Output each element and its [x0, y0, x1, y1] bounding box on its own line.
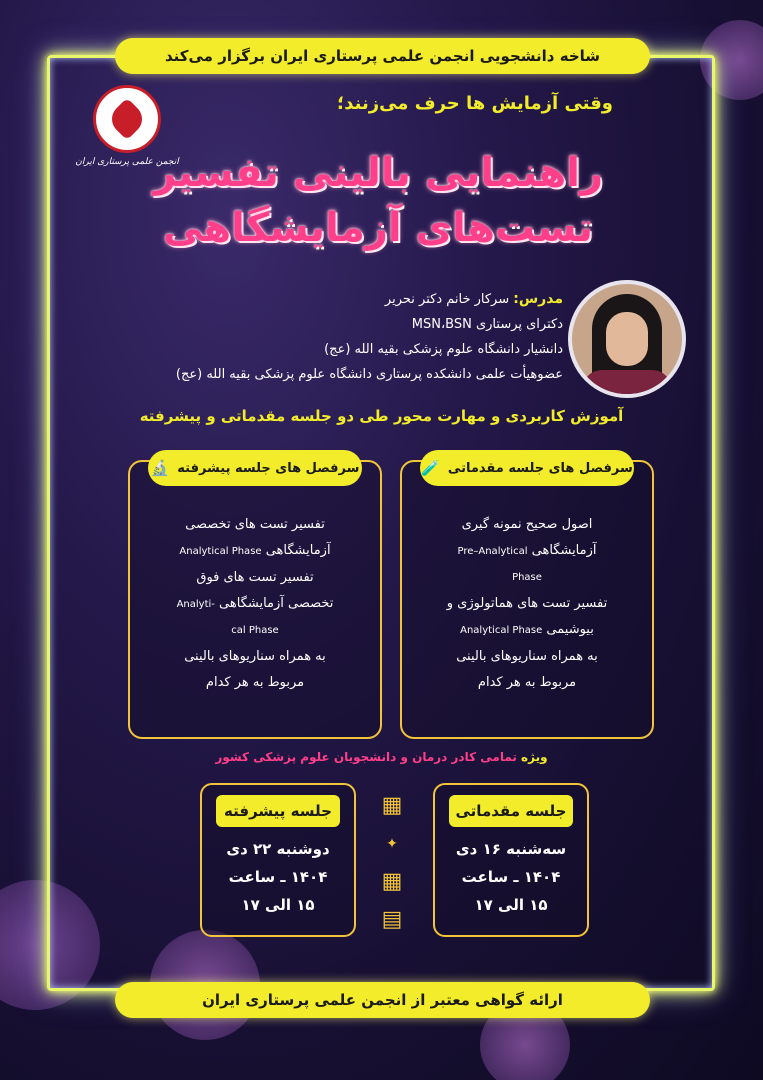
instructor-degree: دکترای پرستاری MSN،BSN	[411, 317, 563, 332]
photo-shirt	[582, 370, 672, 398]
title-line-2: تست‌های آزمایشگاهی	[162, 205, 593, 251]
topic-line: تفسیر تست های تخصصی	[185, 517, 325, 532]
topic-line: مربوط به هر کدام	[477, 675, 577, 690]
topic-line: cal Phase	[231, 625, 279, 636]
calendar-icon: ▦	[381, 869, 403, 894]
instructor-info	[176, 287, 563, 387]
intro-card-title: سرفصل های جلسه مقدماتی	[447, 460, 633, 476]
advanced-session-box	[200, 783, 356, 937]
topic-line: تفسیر تست های فوق	[196, 570, 314, 585]
session-year: ۱۴۰۴ ـ ساعت	[228, 868, 328, 886]
session-year: ۱۴۰۴ ـ ساعت	[461, 868, 561, 886]
logo-emblem	[93, 85, 161, 153]
session-day: دوشنبه ۲۲ دی	[226, 840, 330, 858]
training-line: آموزش کاربردی و مهارت محور طی دو جلسه مقدماتی و پیشرفته	[139, 407, 624, 425]
instructor-name-row	[176, 287, 563, 312]
audience-highlight: تمامی کادر درمان و دانشجویان علوم پزشکی کشور	[215, 750, 517, 764]
topic-line: تخصصی آزمایشگاهی -Analyti	[176, 596, 334, 611]
intro-session-title: جلسه مقدماتی	[449, 795, 573, 827]
topic-line: مربوط به هر کدام	[205, 675, 305, 690]
intro-session-details	[441, 835, 581, 919]
instructor-position: دانشیار دانشگاه علوم پزشکی بقیه الله (عج)	[324, 342, 563, 357]
advanced-card-title: سرفصل های جلسه پیشرفته	[177, 460, 360, 476]
advanced-session-title: جلسه پیشرفته	[216, 795, 340, 827]
title-line-1: راهنمایی بالینی تفسیر	[153, 150, 603, 196]
intro-card-header	[420, 450, 634, 486]
advanced-card-body	[140, 512, 370, 696]
intro-session-box	[433, 783, 589, 937]
instructor-name: سرکار خانم دکتر نحریر	[384, 292, 514, 307]
advanced-card-header	[148, 450, 362, 486]
session-time: ۱۵ الی ۱۷	[241, 896, 315, 914]
test-tube-icon: 🧪	[421, 459, 440, 477]
topic-line: به همراه سناریوهای بالینی	[184, 649, 326, 664]
heart-icon	[106, 98, 148, 140]
session-day: سه‌شنبه ۱۶ دی	[455, 840, 567, 858]
instructor-label: مدرس:	[513, 291, 563, 307]
notebook-icon: ▤	[381, 907, 403, 932]
footer-bar: ارائه گواهی معتبر از انجمن علمی پرستاری ایران	[115, 982, 650, 1018]
photo-face	[606, 312, 648, 366]
topic-line: Phase	[512, 572, 542, 583]
advanced-session-details	[208, 835, 348, 919]
sparkle-icon: ✦	[386, 836, 398, 852]
intro-topics-card	[400, 460, 654, 739]
subtitle: وقتی آزمایش ها حرف می‌زنند؛	[337, 93, 613, 114]
session-icons	[372, 793, 412, 933]
topic-line: به همراه سناریوهای بالینی	[456, 649, 598, 664]
audience-line: ویژه تمامی کادر درمان و دانشجویان علوم پزشکی کشور	[215, 750, 548, 764]
topic-line: آزمایشگاهی Pre–Analytical	[457, 543, 597, 558]
topic-line: اصول صحیح نمونه گیری	[461, 517, 593, 532]
topic-line: بیوشیمی Analytical Phase	[460, 622, 594, 637]
advanced-topics-card	[128, 460, 382, 739]
header-bar: شاخه دانشجویی انجمن علمی پرستاری ایران برگزار می‌کند	[115, 38, 650, 74]
microscope-icon: 🔬	[150, 459, 170, 477]
session-time: ۱۵ الی ۱۷	[474, 896, 548, 914]
topic-line: آزمایشگاهی Analytical Phase	[179, 543, 331, 558]
instructor-photo	[568, 280, 686, 398]
calendar-icon: ▦	[381, 793, 403, 818]
topic-line: تفسیر تست های هماتولوژی و	[446, 596, 608, 611]
intro-card-body	[412, 512, 642, 696]
instructor-faculty: عضوهیأت علمی دانشکده پرستاری دانشگاه علوم پزشکی بقیه الله (عج)	[175, 367, 563, 382]
logo-text: انجمن علمی پرستاری ایران	[75, 157, 179, 167]
